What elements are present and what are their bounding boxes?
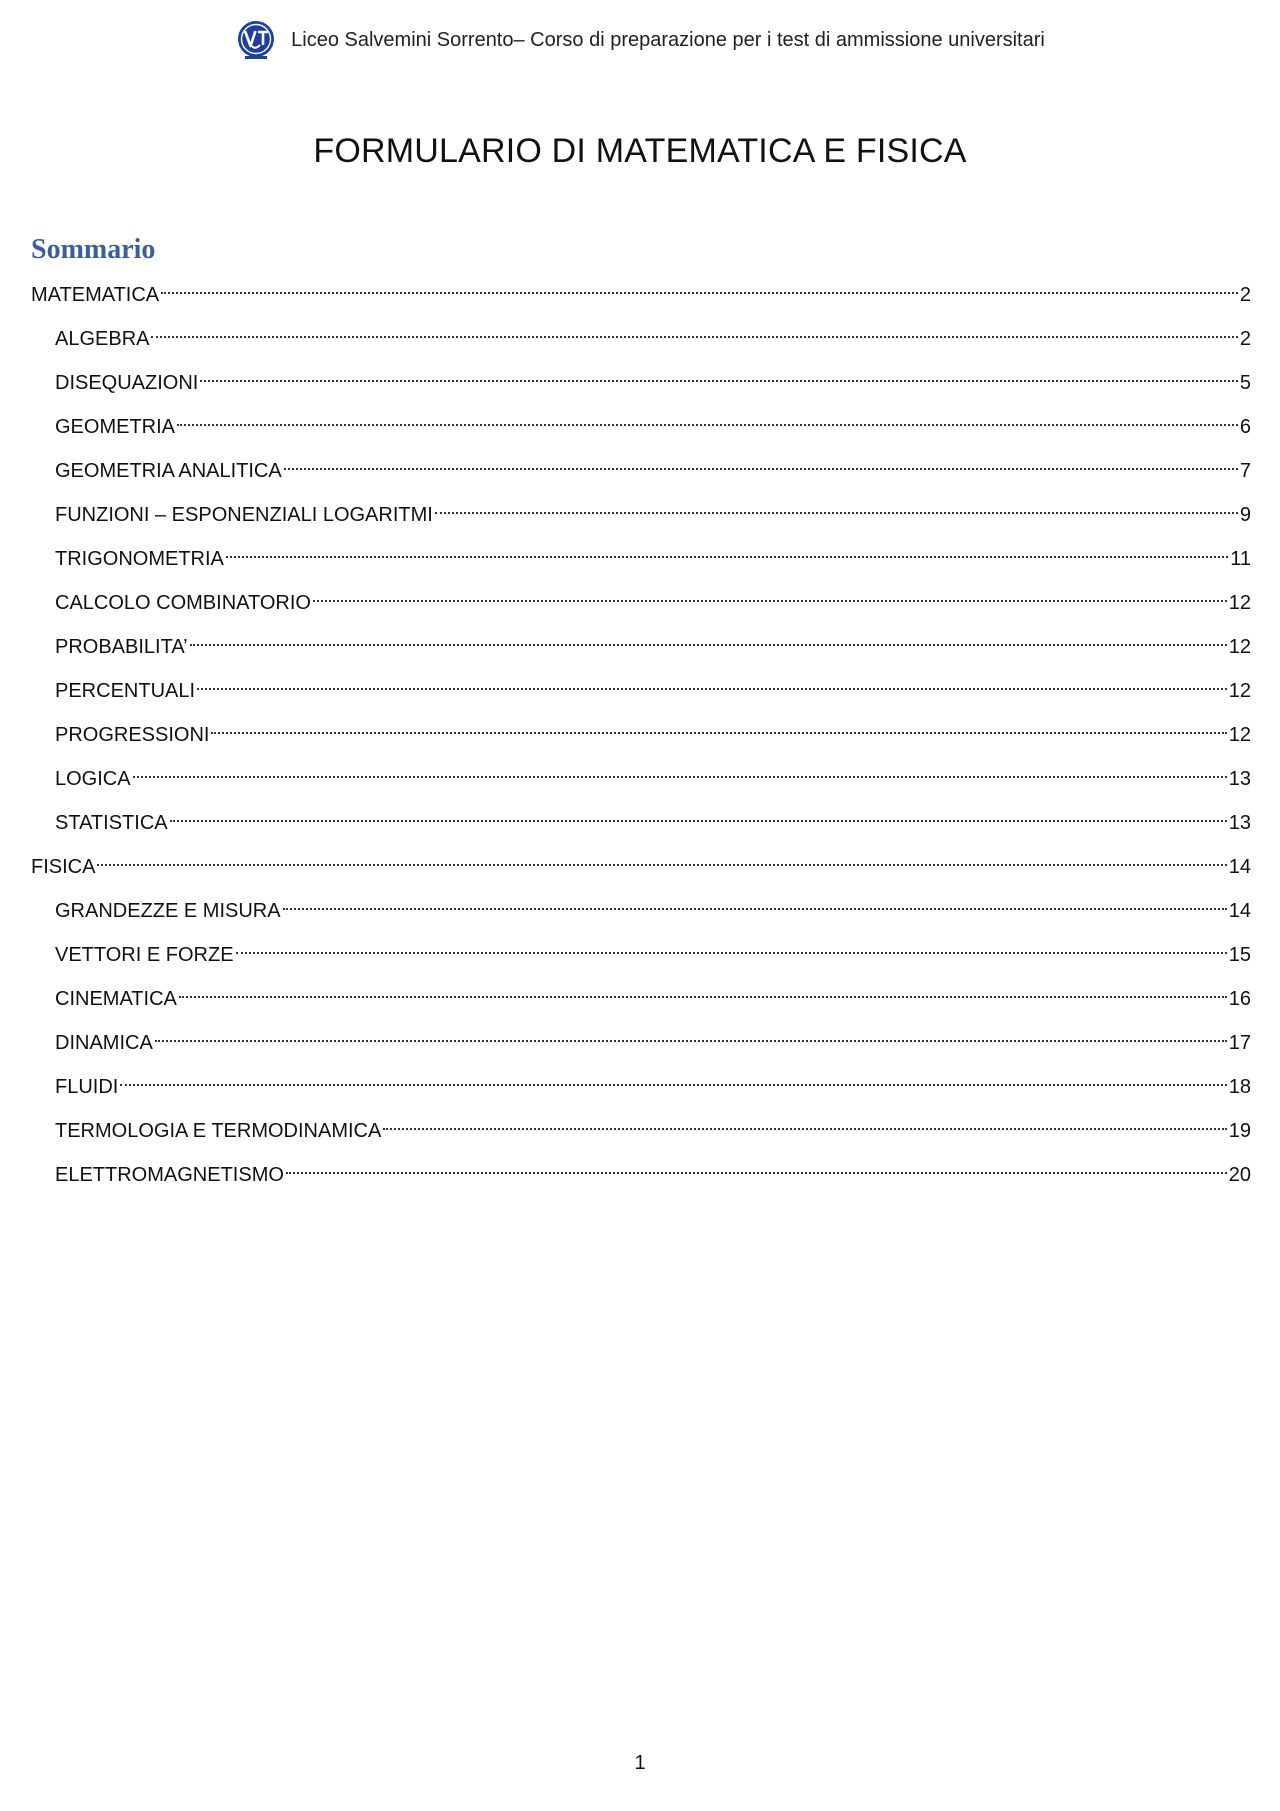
- toc-entry-label: FLUIDI: [55, 1076, 119, 1098]
- toc-entry-page: 13: [1228, 812, 1251, 834]
- page-header: [0, 18, 1280, 62]
- toc-subsection-entry[interactable]: [31, 977, 1251, 1021]
- toc-subsection-entry[interactable]: [31, 537, 1251, 581]
- toc-entry-leader-dots: [283, 908, 1227, 910]
- toc-subsection-entry[interactable]: [31, 317, 1251, 361]
- toc-entry-page: 15: [1228, 944, 1251, 966]
- toc-entry-leader-dots: [313, 600, 1227, 602]
- toc-entry-page: 6: [1239, 416, 1251, 438]
- toc-entry-leader-dots: [161, 292, 1238, 294]
- toc-entry-page: 11: [1230, 548, 1251, 570]
- toc-subsection-entry[interactable]: [31, 801, 1251, 845]
- toc-entry-leader-dots: [120, 1084, 1226, 1086]
- toc-entry-leader-dots: [200, 380, 1238, 382]
- toc-entry-label: DISEQUAZIONI: [55, 372, 199, 394]
- page-number: 1: [634, 1752, 646, 1774]
- toc-entry-label: GEOMETRIA ANALITICA: [55, 460, 282, 482]
- toc-entry-page: 5: [1239, 372, 1251, 394]
- toc-entry-leader-dots: [177, 424, 1238, 426]
- toc-entry-label: PROGRESSIONI: [55, 724, 210, 746]
- header-text: Liceo Salvemini Sorrento– Corso di preparazione per i test di ammissione universitari: [291, 28, 1045, 51]
- toc-entry-page: 20: [1228, 1164, 1251, 1186]
- table-of-contents: [31, 273, 1251, 1197]
- toc-entry-label: CALCOLO COMBINATORIO: [55, 592, 311, 614]
- toc-entry-leader-dots: [226, 556, 1228, 558]
- toc-entry-leader-dots: [133, 776, 1227, 778]
- toc-entry-leader-dots: [211, 732, 1226, 734]
- toc-heading: Sommario: [31, 234, 156, 265]
- school-logo-icon: [235, 19, 277, 61]
- toc-entry-leader-dots: [151, 336, 1237, 338]
- toc-entry-label: ELETTROMAGNETISMO: [55, 1164, 284, 1186]
- toc-entry-page: 2: [1239, 284, 1251, 306]
- toc-entry-leader-dots: [179, 996, 1227, 998]
- toc-entry-label: CINEMATICA: [55, 988, 177, 1010]
- toc-subsection-entry[interactable]: [31, 625, 1251, 669]
- toc-subsection-entry[interactable]: [31, 449, 1251, 493]
- toc-subsection-entry[interactable]: [31, 1109, 1251, 1153]
- toc-entry-label: STATISTICA: [55, 812, 168, 834]
- toc-entry-page: 12: [1228, 680, 1251, 702]
- toc-entry-page: 12: [1228, 592, 1251, 614]
- toc-entry-leader-dots: [155, 1040, 1227, 1042]
- toc-entry-label: PERCENTUALI: [55, 680, 196, 702]
- toc-entry-label: PROBABILITA’: [55, 636, 188, 658]
- toc-subsection-entry[interactable]: [31, 405, 1251, 449]
- toc-section-entry[interactable]: [31, 845, 1251, 889]
- toc-entry-leader-dots: [284, 468, 1238, 470]
- toc-subsection-entry[interactable]: [31, 669, 1251, 713]
- toc-entry-leader-dots: [383, 1128, 1226, 1130]
- toc-entry-leader-dots: [236, 952, 1227, 954]
- toc-entry-label: GRANDEZZE E MISURA: [55, 900, 281, 922]
- toc-entry-label: MATEMATICA: [31, 284, 160, 306]
- toc-entry-label: LOGICA: [55, 768, 131, 790]
- toc-entry-label: DINAMICA: [55, 1032, 153, 1054]
- toc-entry-label: FISICA: [31, 856, 96, 878]
- toc-entry-label: GEOMETRIA: [55, 416, 176, 438]
- toc-entry-page: 12: [1228, 724, 1251, 746]
- toc-subsection-entry[interactable]: [31, 361, 1251, 405]
- toc-subsection-entry[interactable]: [31, 1065, 1251, 1109]
- toc-entry-page: 19: [1228, 1120, 1251, 1142]
- toc-subsection-entry[interactable]: [31, 1021, 1251, 1065]
- toc-entry-page: 16: [1228, 988, 1251, 1010]
- toc-section-entry[interactable]: [31, 273, 1251, 317]
- toc-entry-page: 13: [1228, 768, 1251, 790]
- toc-entry-label: FUNZIONI – ESPONENZIALI LOGARITMI: [55, 504, 433, 526]
- toc-subsection-entry[interactable]: [31, 581, 1251, 625]
- toc-entry-leader-dots: [97, 864, 1226, 866]
- toc-entry-page: 18: [1228, 1076, 1251, 1098]
- toc-entry-label: ALGEBRA: [55, 328, 150, 350]
- toc-entry-page: 7: [1239, 460, 1251, 482]
- toc-entry-leader-dots: [190, 644, 1227, 646]
- toc-entry-page: 14: [1228, 856, 1251, 878]
- toc-entry-leader-dots: [286, 1172, 1227, 1174]
- document-title: FORMULARIO DI MATEMATICA E FISICA: [313, 132, 967, 170]
- toc-entry-page: 14: [1228, 900, 1251, 922]
- toc-entry-page: 17: [1228, 1032, 1251, 1054]
- toc-subsection-entry[interactable]: [31, 493, 1251, 537]
- toc-subsection-entry[interactable]: [31, 713, 1251, 757]
- toc-entry-page: 12: [1228, 636, 1251, 658]
- toc-entry-label: VETTORI E FORZE: [55, 944, 234, 966]
- toc-subsection-entry[interactable]: [31, 757, 1251, 801]
- toc-entry-page: 9: [1239, 504, 1251, 526]
- toc-entry-label: TERMOLOGIA E TERMODINAMICA: [55, 1120, 382, 1142]
- toc-subsection-entry[interactable]: [31, 1153, 1251, 1197]
- toc-entry-page: 2: [1239, 328, 1251, 350]
- toc-entry-leader-dots: [170, 820, 1227, 822]
- toc-entry-leader-dots: [197, 688, 1227, 690]
- toc-subsection-entry[interactable]: [31, 933, 1251, 977]
- toc-entry-label: TRIGONOMETRIA: [55, 548, 224, 570]
- toc-entry-leader-dots: [435, 512, 1238, 514]
- toc-subsection-entry[interactable]: [31, 889, 1251, 933]
